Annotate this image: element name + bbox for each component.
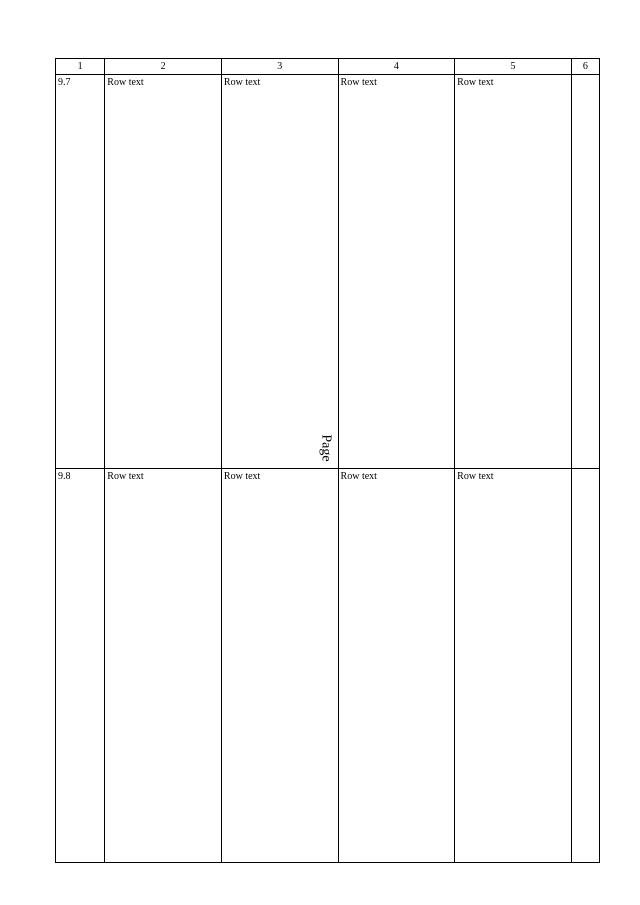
document-table: [55, 58, 600, 863]
table-cell: [571, 469, 599, 863]
table-cell: Row text: [221, 469, 338, 863]
header-cell: 1: [56, 59, 105, 75]
header-cell: 2: [105, 59, 222, 75]
table-cell: 9.7: [56, 75, 105, 469]
header-row: [56, 59, 600, 75]
table-cell: Row text: [338, 75, 455, 469]
header-cell: 6: [571, 59, 599, 75]
header-cell: 5: [455, 59, 572, 75]
table-cell: Row text: [105, 469, 222, 863]
document-table-wrap: [55, 58, 600, 863]
header-cell: 4: [338, 59, 455, 75]
page-number: Page: [318, 434, 334, 462]
table-row: [56, 469, 600, 863]
table-cell: Row text: [455, 75, 572, 469]
table-cell: Row text: [338, 469, 455, 863]
table-cell: Row text: [221, 75, 338, 469]
table-cell: Row text: [105, 75, 222, 469]
table-cell: 9.8: [56, 469, 105, 863]
header-cell: 3: [221, 59, 338, 75]
table-row: [56, 75, 600, 469]
table-cell: Row text: [455, 469, 572, 863]
table-cell: [571, 75, 599, 469]
